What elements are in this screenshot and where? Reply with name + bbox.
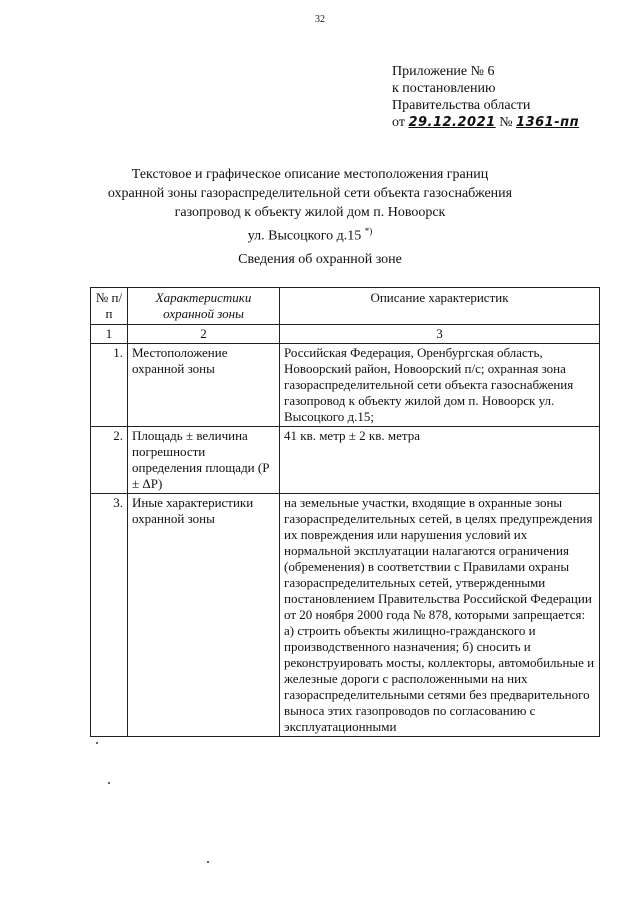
title-line-1: Текстовое и графическое описание местоположения границ [131,167,489,182]
appendix-block [392,63,579,131]
row-number: 2. [91,427,128,494]
appendix-line-2: к постановлению [392,81,496,96]
table-row [91,494,600,737]
scan-speck [207,861,209,863]
footnote-mark: *) [364,226,373,236]
row-description: 41 кв. метр ± 2 кв. метра [280,427,600,494]
row-characteristic: Площадь ± величина погрешности определения площади (Р ± ΔР) [128,427,280,494]
row-description: Российская Федерация, Оренбургская область, Новоорский район, Новоорский п/с; охранная зона газораспределительной сети объекта газоснабжения газопровод к объекту жилой дом п. Новоорск ул. Высоцкого д.15; [280,344,600,427]
row-number: 3. [91,494,128,737]
handwritten-number: 1361-пп [516,115,580,130]
zone-info-table [90,287,600,737]
title-line-3: газопровод к объекту жилой дом п. Новоорск [174,205,446,220]
header-description: Описание характеристик [280,288,600,325]
row-characteristic: Местоположение охранной зоны [128,344,280,427]
page-number: 32 [315,14,325,25]
section-title: Сведения об охранной зоне [238,252,402,267]
scan-speck [108,782,110,784]
date-prefix: от [392,115,405,130]
index-cell: 1 [91,325,128,344]
document-title [60,165,560,246]
header-num: № п/п [91,288,128,325]
title-line-2: охранной зоны газораспределительной сети объекта газоснабжения [107,186,513,201]
handwritten-date: 29.12.2021 [408,115,496,130]
title-address: ул. Высоцкого д.15 [247,228,362,244]
row-description: на земельные участки, входящие в охранные зоны газораспределительных сетей, в целях предупреждения их повреждения или нарушения условий их нормальной эксплуатации налагаются ограничения (обременения) в соответствии с Правилами охраны газораспределительных сетей, утвержденными постановлением Правительства Российской Федерации от 20 ноября 2000 года № 878, которыми запрещается: а) строить объекты жилищно-гражданского и производственного назначения; б) сносить и реконструировать мосты, коллекторы, автомобильные и железные дороги с расположенными на них газораспределительными сетями без предварительного выноса этих газопроводов по согласованию с эксплуатационными [280,494,600,737]
appendix-line-1: Приложение № 6 [392,64,495,79]
table-index-row [91,325,600,344]
table-header-row [91,288,600,325]
row-number: 1. [91,344,128,427]
header-characteristic: Характеристики охранной зоны [128,288,280,325]
scan-speck [96,742,98,744]
title-line-4 [60,222,560,246]
number-prefix: № [499,115,513,130]
table-row [91,344,600,427]
appendix-date-line [392,114,579,131]
index-cell: 2 [128,325,280,344]
table-row [91,427,600,494]
row-characteristic: Иные характеристики охранной зоны [128,494,280,737]
appendix-line-3: Правительства области [392,98,531,113]
index-cell: 3 [280,325,600,344]
